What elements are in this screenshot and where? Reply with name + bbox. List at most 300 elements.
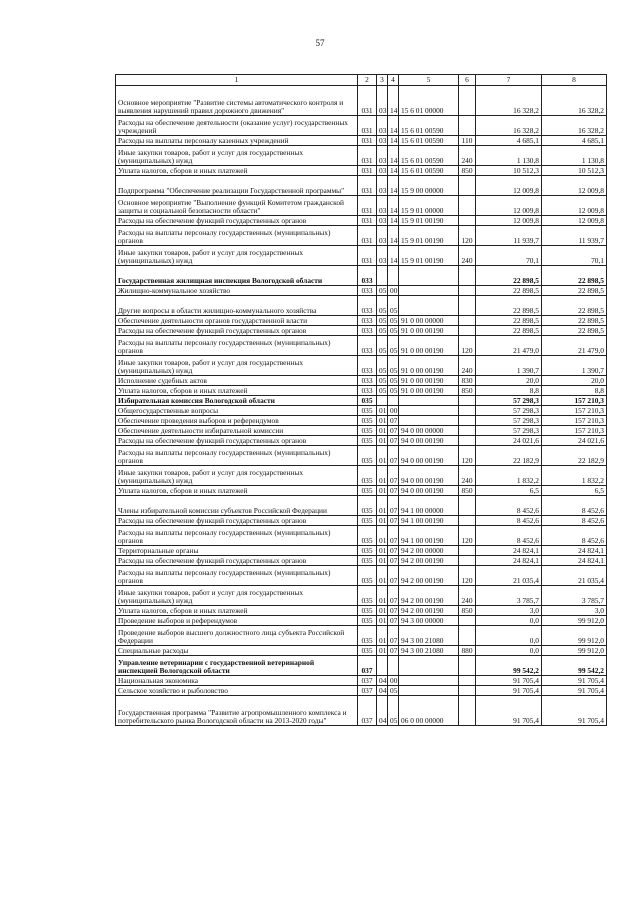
code-gr-cell: 031 bbox=[358, 196, 377, 216]
code-csr-cell bbox=[399, 656, 459, 676]
code-pr-cell: 00 bbox=[388, 286, 399, 296]
amount-2-cell: 91 705,4 bbox=[542, 696, 607, 726]
code-pr-cell: 05 bbox=[388, 296, 399, 316]
amount-1-cell: 1 832,2 bbox=[476, 466, 542, 486]
code-gr-cell: 035 bbox=[358, 546, 377, 556]
code-gr-cell: 031 bbox=[358, 216, 377, 226]
code-gr-cell: 031 bbox=[358, 146, 377, 166]
row-name-cell: Обеспечение деятельности избирательной комиссии bbox=[116, 426, 358, 436]
code-pr-cell: 14 bbox=[388, 166, 399, 176]
code-vr-cell bbox=[459, 326, 476, 336]
code-csr-cell bbox=[399, 416, 459, 426]
code-pr-cell: 05 bbox=[388, 326, 399, 336]
amount-1-cell: 16 328,2 bbox=[476, 86, 542, 116]
code-gr-cell: 035 bbox=[358, 396, 377, 406]
amount-1-cell: 1 390,7 bbox=[476, 356, 542, 376]
code-csr-cell bbox=[399, 686, 459, 696]
code-vr-cell: 120 bbox=[459, 336, 476, 356]
code-gr-cell: 031 bbox=[358, 116, 377, 136]
amount-2-cell: 157 210,3 bbox=[542, 416, 607, 426]
code-pr-cell: 07 bbox=[388, 586, 399, 606]
code-pr-cell: 07 bbox=[388, 546, 399, 556]
row-name-cell: Расходы на обеспечение функций государственных органов bbox=[116, 516, 358, 526]
table-row bbox=[116, 556, 607, 566]
code-csr-cell: 94 2 00 00190 bbox=[399, 586, 459, 606]
code-rz-cell bbox=[377, 396, 388, 406]
code-gr-cell: 035 bbox=[358, 646, 377, 656]
code-rz-cell: 01 bbox=[377, 486, 388, 496]
amount-1-cell: 22 898,5 bbox=[476, 316, 542, 326]
amount-2-cell: 12 009,8 bbox=[542, 196, 607, 216]
code-gr-cell: 033 bbox=[358, 386, 377, 396]
code-gr-cell: 035 bbox=[358, 446, 377, 466]
amount-1-cell: 8 452,6 bbox=[476, 526, 542, 546]
code-rz-cell: 03 bbox=[377, 86, 388, 116]
amount-2-cell: 70,1 bbox=[542, 246, 607, 266]
code-csr-cell: 15 9 01 00190 bbox=[399, 226, 459, 246]
code-vr-cell: 240 bbox=[459, 146, 476, 166]
header-cell: 7 bbox=[476, 75, 542, 86]
code-csr-cell: 94 3 00 21080 bbox=[399, 646, 459, 656]
code-csr-cell: 94 1 00 00000 bbox=[399, 496, 459, 516]
code-rz-cell: 01 bbox=[377, 526, 388, 546]
row-name-cell: Расходы на обеспечение деятельности (оказание услуг) государственных учреждений bbox=[116, 116, 358, 136]
code-gr-cell: 033 bbox=[358, 336, 377, 356]
code-gr-cell: 035 bbox=[358, 486, 377, 496]
amount-2-cell: 24 824,1 bbox=[542, 546, 607, 556]
row-name-cell: Иные закупки товаров, работ и услуг для государственных (муниципальных) нужд bbox=[116, 146, 358, 166]
table-row bbox=[116, 406, 607, 416]
table-row bbox=[116, 416, 607, 426]
code-rz-cell: 01 bbox=[377, 436, 388, 446]
table-row bbox=[116, 426, 607, 436]
amount-2-cell: 12 009,8 bbox=[542, 176, 607, 196]
code-csr-cell: 15 9 01 00190 bbox=[399, 216, 459, 226]
table-row bbox=[116, 626, 607, 646]
code-csr-cell: 94 2 00 00190 bbox=[399, 556, 459, 566]
code-gr-cell: 033 bbox=[358, 376, 377, 386]
code-vr-cell: 120 bbox=[459, 566, 476, 586]
amount-2-cell: 1 130,8 bbox=[542, 146, 607, 166]
amount-1-cell: 91 705,4 bbox=[476, 696, 542, 726]
code-csr-cell: 91 0 00 00000 bbox=[399, 316, 459, 326]
code-vr-cell: 240 bbox=[459, 466, 476, 486]
code-csr-cell: 94 3 00 21080 bbox=[399, 626, 459, 646]
code-csr-cell: 94 1 00 00190 bbox=[399, 526, 459, 546]
code-csr-cell bbox=[399, 266, 459, 286]
budget-table bbox=[115, 74, 607, 726]
table-row bbox=[116, 226, 607, 246]
code-vr-cell: 240 bbox=[459, 356, 476, 376]
code-rz-cell: 01 bbox=[377, 606, 388, 616]
amount-2-cell: 91 705,4 bbox=[542, 676, 607, 686]
amount-2-cell: 157 210,3 bbox=[542, 406, 607, 416]
code-rz-cell: 04 bbox=[377, 676, 388, 686]
amount-1-cell: 16 328,2 bbox=[476, 116, 542, 136]
row-name-cell: Территориальные органы bbox=[116, 546, 358, 556]
code-pr-cell bbox=[388, 656, 399, 676]
amount-2-cell: 8 452,6 bbox=[542, 496, 607, 516]
header-cell: 1 bbox=[116, 75, 358, 86]
code-rz-cell: 01 bbox=[377, 616, 388, 626]
amount-1-cell: 0,0 bbox=[476, 626, 542, 646]
code-gr-cell: 031 bbox=[358, 86, 377, 116]
code-gr-cell: 035 bbox=[358, 526, 377, 546]
amount-2-cell: 1 832,2 bbox=[542, 466, 607, 486]
code-vr-cell bbox=[459, 396, 476, 406]
amount-1-cell: 6,5 bbox=[476, 486, 542, 496]
code-gr-cell: 033 bbox=[358, 356, 377, 376]
row-name-cell: Расходы на выплаты персоналу государственных (муниципальных) органов bbox=[116, 526, 358, 546]
table-row bbox=[116, 676, 607, 686]
code-vr-cell bbox=[459, 196, 476, 216]
code-vr-cell bbox=[459, 496, 476, 516]
row-name-cell: Иные закупки товаров, работ и услуг для государственных (муниципальных) нужд bbox=[116, 246, 358, 266]
row-name-cell: Подпрограмма "Обеспечение реализации Государственной программы" bbox=[116, 176, 358, 196]
amount-1-cell: 22 898,5 bbox=[476, 326, 542, 336]
code-rz-cell: 03 bbox=[377, 146, 388, 166]
code-gr-cell: 035 bbox=[358, 566, 377, 586]
header-cell: 8 bbox=[542, 75, 607, 86]
amount-1-cell: 0,0 bbox=[476, 646, 542, 656]
amount-1-cell: 57 298,3 bbox=[476, 426, 542, 436]
table-row bbox=[116, 316, 607, 326]
code-rz-cell: 01 bbox=[377, 416, 388, 426]
table-body bbox=[116, 86, 607, 726]
table-row bbox=[116, 296, 607, 316]
table-row bbox=[116, 286, 607, 296]
amount-2-cell: 22 898,5 bbox=[542, 286, 607, 296]
code-csr-cell: 91 0 00 00190 bbox=[399, 386, 459, 396]
code-rz-cell: 05 bbox=[377, 286, 388, 296]
table-row bbox=[116, 136, 607, 146]
code-vr-cell bbox=[459, 546, 476, 556]
amount-1-cell: 12 009,8 bbox=[476, 176, 542, 196]
code-gr-cell: 035 bbox=[358, 616, 377, 626]
amount-1-cell: 8 452,6 bbox=[476, 496, 542, 516]
code-rz-cell: 03 bbox=[377, 196, 388, 216]
code-pr-cell: 05 bbox=[388, 386, 399, 396]
row-name-cell: Расходы на выплаты персоналу государственных (муниципальных) органов bbox=[116, 446, 358, 466]
code-gr-cell: 033 bbox=[358, 266, 377, 286]
amount-1-cell: 21 479,0 bbox=[476, 336, 542, 356]
table-row bbox=[116, 376, 607, 386]
code-csr-cell: 15 6 01 00590 bbox=[399, 116, 459, 136]
code-vr-cell: 120 bbox=[459, 226, 476, 246]
amount-2-cell: 12 009,8 bbox=[542, 216, 607, 226]
row-name-cell: Уплата налогов, сборов и иных платежей bbox=[116, 166, 358, 176]
amount-1-cell: 20,0 bbox=[476, 376, 542, 386]
code-rz-cell: 01 bbox=[377, 446, 388, 466]
code-rz-cell: 01 bbox=[377, 646, 388, 656]
code-rz-cell: 05 bbox=[377, 326, 388, 336]
code-rz-cell: 01 bbox=[377, 426, 388, 436]
amount-2-cell: 24 021,6 bbox=[542, 436, 607, 446]
code-csr-cell bbox=[399, 286, 459, 296]
code-csr-cell bbox=[399, 396, 459, 406]
code-csr-cell: 94 3 00 00000 bbox=[399, 616, 459, 626]
row-name-cell: Сельское хозяйство и рыболовство bbox=[116, 686, 358, 696]
code-gr-cell: 031 bbox=[358, 136, 377, 146]
page-number: 57 bbox=[315, 38, 325, 48]
table-row bbox=[116, 326, 607, 336]
code-pr-cell: 00 bbox=[388, 676, 399, 686]
table-row bbox=[116, 356, 607, 376]
amount-2-cell: 22 898,5 bbox=[542, 266, 607, 286]
code-pr-cell: 07 bbox=[388, 616, 399, 626]
code-rz-cell: 05 bbox=[377, 296, 388, 316]
table-row bbox=[116, 166, 607, 176]
table-row bbox=[116, 336, 607, 356]
code-gr-cell: 035 bbox=[358, 496, 377, 516]
amount-1-cell: 11 939,7 bbox=[476, 226, 542, 246]
code-gr-cell: 031 bbox=[358, 166, 377, 176]
code-vr-cell bbox=[459, 516, 476, 526]
amount-2-cell: 22 898,5 bbox=[542, 316, 607, 326]
row-name-cell: Расходы на выплаты персоналу государственных (муниципальных) органов bbox=[116, 226, 358, 246]
code-vr-cell bbox=[459, 296, 476, 316]
row-name-cell: Основное мероприятие "Развитие системы автоматического контроля и выявления нарушений правил дорожного движения" bbox=[116, 86, 358, 116]
code-pr-cell: 07 bbox=[388, 556, 399, 566]
code-rz-cell: 01 bbox=[377, 546, 388, 556]
row-name-cell: Общегосударственные вопросы bbox=[116, 406, 358, 416]
code-gr-cell: 033 bbox=[358, 296, 377, 316]
code-pr-cell: 00 bbox=[388, 406, 399, 416]
code-vr-cell bbox=[459, 656, 476, 676]
code-vr-cell bbox=[459, 406, 476, 416]
table-row bbox=[116, 216, 607, 226]
code-pr-cell: 07 bbox=[388, 496, 399, 516]
code-vr-cell bbox=[459, 216, 476, 226]
code-pr-cell: 07 bbox=[388, 416, 399, 426]
code-gr-cell: 035 bbox=[358, 626, 377, 646]
amount-2-cell: 99 912,0 bbox=[542, 616, 607, 626]
code-vr-cell: 850 bbox=[459, 386, 476, 396]
code-gr-cell: 035 bbox=[358, 606, 377, 616]
code-gr-cell: 035 bbox=[358, 556, 377, 566]
code-gr-cell: 033 bbox=[358, 316, 377, 326]
row-name-cell: Избирательная комиссия Вологодской области bbox=[116, 396, 358, 406]
code-rz-cell: 01 bbox=[377, 556, 388, 566]
code-csr-cell bbox=[399, 296, 459, 316]
amount-2-cell: 157 210,3 bbox=[542, 396, 607, 406]
amount-2-cell: 99 542,2 bbox=[542, 656, 607, 676]
code-gr-cell: 033 bbox=[358, 286, 377, 296]
code-rz-cell: 03 bbox=[377, 216, 388, 226]
code-vr-cell bbox=[459, 686, 476, 696]
amount-1-cell: 22 898,5 bbox=[476, 266, 542, 286]
row-name-cell: Уплата налогов, сборов и иных платежей bbox=[116, 486, 358, 496]
code-vr-cell bbox=[459, 86, 476, 116]
code-pr-cell bbox=[388, 266, 399, 286]
table-row bbox=[116, 436, 607, 446]
code-pr-cell: 05 bbox=[388, 686, 399, 696]
code-rz-cell: 03 bbox=[377, 176, 388, 196]
code-rz-cell: 01 bbox=[377, 496, 388, 516]
code-csr-cell: 94 1 00 00190 bbox=[399, 516, 459, 526]
row-name-cell: Уплата налогов, сборов и иных платежей bbox=[116, 606, 358, 616]
code-pr-cell: 07 bbox=[388, 626, 399, 646]
row-name-cell: Управление ветеринарии с государственной ветеринарной инспекцией Вологодской области bbox=[116, 656, 358, 676]
code-csr-cell bbox=[399, 406, 459, 416]
amount-2-cell: 3 785,7 bbox=[542, 586, 607, 606]
row-name-cell: Расходы на обеспечение функций государственных органов bbox=[116, 436, 358, 446]
amount-1-cell: 1 130,8 bbox=[476, 146, 542, 166]
row-name-cell: Расходы на обеспечение функций государственных органов bbox=[116, 216, 358, 226]
code-rz-cell: 05 bbox=[377, 356, 388, 376]
row-name-cell: Обеспечение проведения выборов и референдумов bbox=[116, 416, 358, 426]
amount-1-cell: 3 785,7 bbox=[476, 586, 542, 606]
table-row bbox=[116, 266, 607, 286]
code-gr-cell: 033 bbox=[358, 326, 377, 336]
header-cell: 4 bbox=[388, 75, 399, 86]
amount-1-cell: 4 685,1 bbox=[476, 136, 542, 146]
code-vr-cell bbox=[459, 316, 476, 326]
table-row bbox=[116, 486, 607, 496]
row-name-cell: Иные закупки товаров, работ и услуг для государственных (муниципальных) нужд bbox=[116, 586, 358, 606]
code-rz-cell: 01 bbox=[377, 406, 388, 416]
amount-2-cell: 21 035,4 bbox=[542, 566, 607, 586]
row-name-cell: Национальная экономика bbox=[116, 676, 358, 686]
code-pr-cell: 14 bbox=[388, 196, 399, 216]
table-row bbox=[116, 446, 607, 466]
row-name-cell: Расходы на обеспечение функций государственных органов bbox=[116, 326, 358, 336]
code-csr-cell: 15 6 01 00590 bbox=[399, 166, 459, 176]
row-name-cell: Иные закупки товаров, работ и услуг для государственных (муниципальных) нужд bbox=[116, 356, 358, 376]
amount-1-cell: 57 298,3 bbox=[476, 406, 542, 416]
code-csr-cell: 94 0 00 00190 bbox=[399, 466, 459, 486]
amount-2-cell: 99 912,0 bbox=[542, 626, 607, 646]
code-vr-cell: 850 bbox=[459, 606, 476, 616]
code-csr-cell: 91 0 00 00190 bbox=[399, 326, 459, 336]
code-csr-cell: 15 6 01 00590 bbox=[399, 136, 459, 146]
code-gr-cell: 035 bbox=[358, 436, 377, 446]
row-name-cell: Расходы на обеспечение функций государственных органов bbox=[116, 556, 358, 566]
table-row bbox=[116, 696, 607, 726]
code-pr-cell: 07 bbox=[388, 566, 399, 586]
amount-1-cell: 8,8 bbox=[476, 386, 542, 396]
code-rz-cell: 03 bbox=[377, 116, 388, 136]
code-vr-cell: 120 bbox=[459, 446, 476, 466]
code-vr-cell bbox=[459, 426, 476, 436]
table-row bbox=[116, 466, 607, 486]
code-csr-cell: 91 0 00 00190 bbox=[399, 336, 459, 356]
amount-1-cell: 99 542,2 bbox=[476, 656, 542, 676]
table-row bbox=[116, 246, 607, 266]
code-pr-cell: 14 bbox=[388, 86, 399, 116]
code-csr-cell: 94 0 00 00190 bbox=[399, 486, 459, 496]
code-vr-cell: 830 bbox=[459, 376, 476, 386]
table-row bbox=[116, 646, 607, 656]
table-row bbox=[116, 656, 607, 676]
row-name-cell: Расходы на выплаты персоналу государственных (муниципальных) органов bbox=[116, 336, 358, 356]
amount-2-cell: 91 705,4 bbox=[542, 686, 607, 696]
amount-1-cell: 91 705,4 bbox=[476, 676, 542, 686]
code-pr-cell: 14 bbox=[388, 146, 399, 166]
code-pr-cell: 05 bbox=[388, 376, 399, 386]
table-row bbox=[116, 616, 607, 626]
code-pr-cell: 14 bbox=[388, 136, 399, 146]
amount-2-cell: 16 328,2 bbox=[542, 116, 607, 136]
table-row bbox=[116, 606, 607, 616]
code-vr-cell: 240 bbox=[459, 246, 476, 266]
code-rz-cell: 03 bbox=[377, 166, 388, 176]
table-row bbox=[116, 526, 607, 546]
code-rz-cell bbox=[377, 656, 388, 676]
code-vr-cell: 240 bbox=[459, 586, 476, 606]
amount-1-cell: 12 009,8 bbox=[476, 216, 542, 226]
amount-2-cell: 11 939,7 bbox=[542, 226, 607, 246]
row-name-cell: Исполнение судебных актов bbox=[116, 376, 358, 386]
code-pr-cell: 14 bbox=[388, 176, 399, 196]
row-name-cell: Расходы на выплаты персоналу казенных учреждений bbox=[116, 136, 358, 146]
code-csr-cell: 15 9 01 00190 bbox=[399, 246, 459, 266]
amount-1-cell: 10 512,3 bbox=[476, 166, 542, 176]
amount-1-cell: 24 824,1 bbox=[476, 556, 542, 566]
code-pr-cell: 14 bbox=[388, 116, 399, 136]
table-row bbox=[116, 116, 607, 136]
code-csr-cell: 06 0 00 00000 bbox=[399, 696, 459, 726]
code-csr-cell: 15 6 01 00590 bbox=[399, 146, 459, 166]
code-pr-cell: 07 bbox=[388, 526, 399, 546]
amount-2-cell: 1 390,7 bbox=[542, 356, 607, 376]
amount-1-cell: 24 021,6 bbox=[476, 436, 542, 446]
code-vr-cell: 850 bbox=[459, 486, 476, 496]
code-rz-cell: 04 bbox=[377, 686, 388, 696]
code-csr-cell: 91 0 00 00190 bbox=[399, 376, 459, 386]
amount-1-cell: 8 452,6 bbox=[476, 516, 542, 526]
code-gr-cell: 035 bbox=[358, 426, 377, 436]
amount-1-cell: 21 035,4 bbox=[476, 566, 542, 586]
code-pr-cell bbox=[388, 396, 399, 406]
code-pr-cell: 07 bbox=[388, 516, 399, 526]
amount-2-cell: 16 328,2 bbox=[542, 86, 607, 116]
header-cell: 5 bbox=[399, 75, 459, 86]
row-name-cell: Основное мероприятие "Выполнение функций Комитетом гражданской защиты и социальной безопасности области" bbox=[116, 196, 358, 216]
code-vr-cell bbox=[459, 556, 476, 566]
code-pr-cell: 14 bbox=[388, 226, 399, 246]
amount-2-cell: 10 512,3 bbox=[542, 166, 607, 176]
amount-2-cell: 20,0 bbox=[542, 376, 607, 386]
amount-2-cell: 157 210,3 bbox=[542, 426, 607, 436]
amount-2-cell: 22 898,5 bbox=[542, 296, 607, 316]
code-csr-cell bbox=[399, 676, 459, 686]
code-rz-cell: 01 bbox=[377, 586, 388, 606]
row-name-cell: Уплата налогов, сборов и иных платежей bbox=[116, 386, 358, 396]
code-vr-cell bbox=[459, 176, 476, 196]
code-pr-cell: 05 bbox=[388, 336, 399, 356]
code-gr-cell: 031 bbox=[358, 226, 377, 246]
code-rz-cell: 03 bbox=[377, 246, 388, 266]
amount-1-cell: 57 298,3 bbox=[476, 416, 542, 426]
code-csr-cell: 15 9 00 00000 bbox=[399, 176, 459, 196]
table-row bbox=[116, 686, 607, 696]
amount-1-cell: 22 898,5 bbox=[476, 286, 542, 296]
code-gr-cell: 035 bbox=[358, 406, 377, 416]
code-rz-cell: 05 bbox=[377, 336, 388, 356]
code-vr-cell: 880 bbox=[459, 646, 476, 656]
code-gr-cell: 031 bbox=[358, 176, 377, 196]
amount-2-cell: 24 824,1 bbox=[542, 556, 607, 566]
code-pr-cell: 07 bbox=[388, 646, 399, 656]
code-pr-cell: 07 bbox=[388, 606, 399, 616]
table-row bbox=[116, 566, 607, 586]
code-pr-cell: 07 bbox=[388, 446, 399, 466]
amount-2-cell: 6,5 bbox=[542, 486, 607, 496]
amount-1-cell: 57 298,3 bbox=[476, 396, 542, 406]
row-name-cell: Проведение выборов высшего должностного лица субъекта Российской Федерации bbox=[116, 626, 358, 646]
amount-1-cell: 70,1 bbox=[476, 246, 542, 266]
